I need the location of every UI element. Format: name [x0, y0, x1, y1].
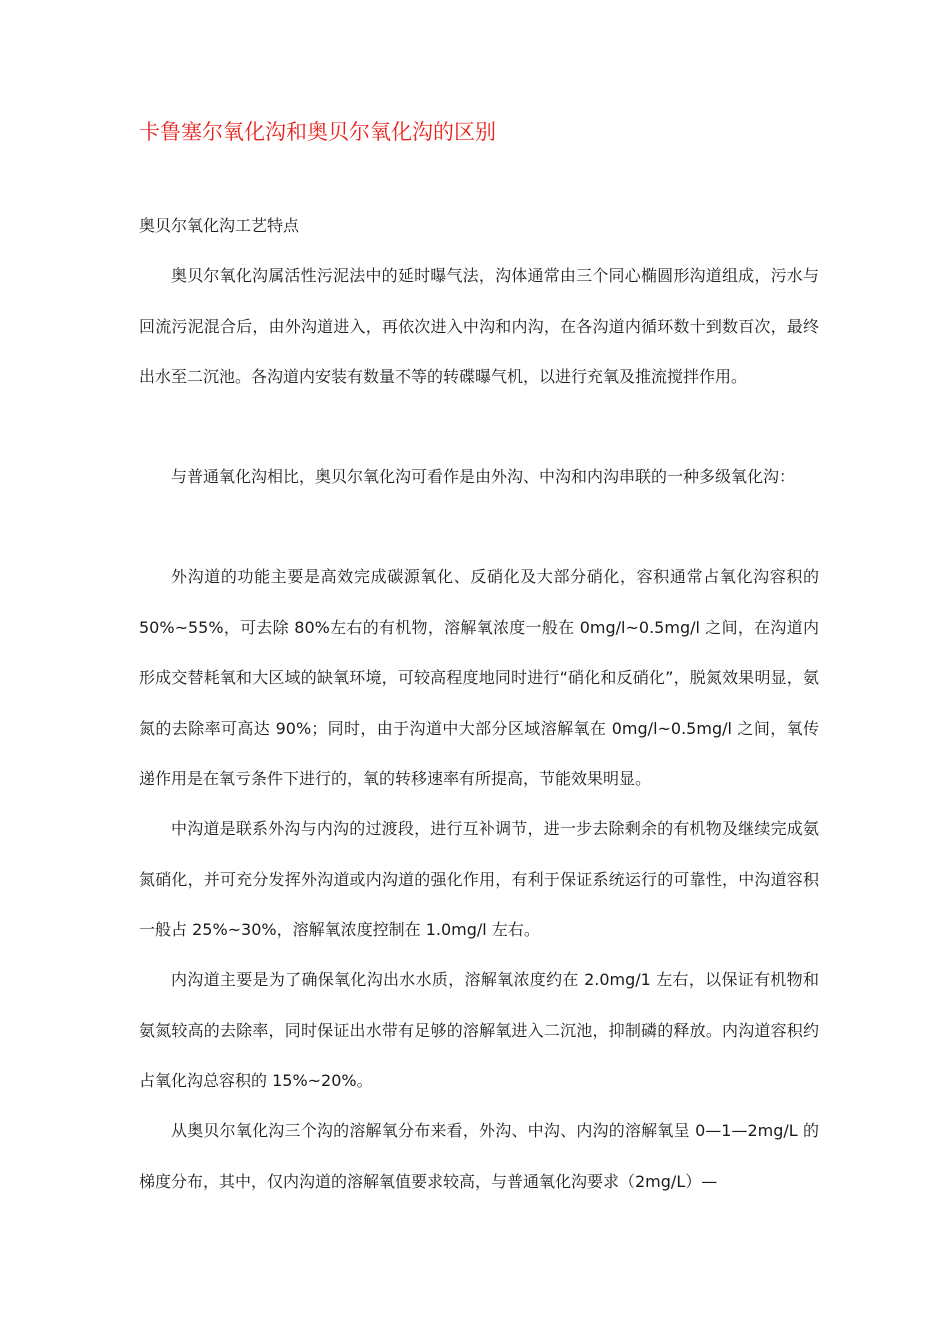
paragraph-inner-channel: 内沟道主要是为了确保氧化沟出水水质，溶解氧浓度约在 2.0mg/1 左右，以保证有机物和氨氮较高的去除率，同时保证出水带有足够的溶解氧进入二沉池，抑制磷的释放。内沟道容积约占氧化沟总容积的 15%~20%。 — [139, 970, 819, 1090]
document-title: 卡鲁塞尔氧化沟和奥贝尔氧化沟的区别 — [139, 120, 496, 144]
paragraph-outer-channel: 外沟道的功能主要是高效完成碳源氧化、反硝化及大部分硝化，容积通常占氧化沟容积的 50%~55%，可去除 80%左右的有机物，溶解氧浓度一般在 0mg/l~0.5mg/l 之间，在沟道内形成交替耗氧和大区域的缺氧环境，可较高程度地同时进行“硝化和反硝化”，脱氮效果明显，氨氮的去除率可高达 90%；同时，由于沟道中大部分区域溶解氧在 0mg/l~0.5mg/l 之间，氧传递作用是在氧亏条件下进行的，氧的转移速率有所提高，节能效果明显。 — [139, 567, 819, 788]
paragraph-comparison: 与普通氧化沟相比，奥贝尔氧化沟可看作是由外沟、中沟和内沟串联的一种多级氧化沟： — [171, 467, 796, 486]
paragraph-do-distribution: 从奥贝尔氧化沟三个沟的溶解氧分布来看，外沟、中沟、内沟的溶解氧呈 0—1—2mg/L 的梯度分布，其中，仅内沟道的溶解氧值要求较高，与普通氧化沟要求（2mg/L）— — [139, 1121, 819, 1191]
paragraph-overview: 奥贝尔氧化沟属活性污泥法中的延时曝气法，沟体通常由三个同心椭圆形沟道组成，污水与回流污泥混合后，由外沟道进入，再依次进入中沟和内沟，在各沟道内循环数十到数百次，最终出水至二沉池。各沟道内安装有数量不等的转碟曝气机，以进行充氧及推流搅拌作用。 — [139, 266, 819, 386]
section-heading: 奥贝尔氧化沟工艺特点 — [139, 216, 300, 235]
paragraph-middle-channel: 中沟道是联系外沟与内沟的过渡段，进行互补调节，进一步去除剩余的有机物及继续完成氨氮硝化，并可充分发挥外沟道或内沟道的强化作用，有利于保证系统运行的可靠性，中沟道容积一般占 25%~30%，溶解氧浓度控制在 1.0mg/l 左右。 — [139, 819, 819, 939]
